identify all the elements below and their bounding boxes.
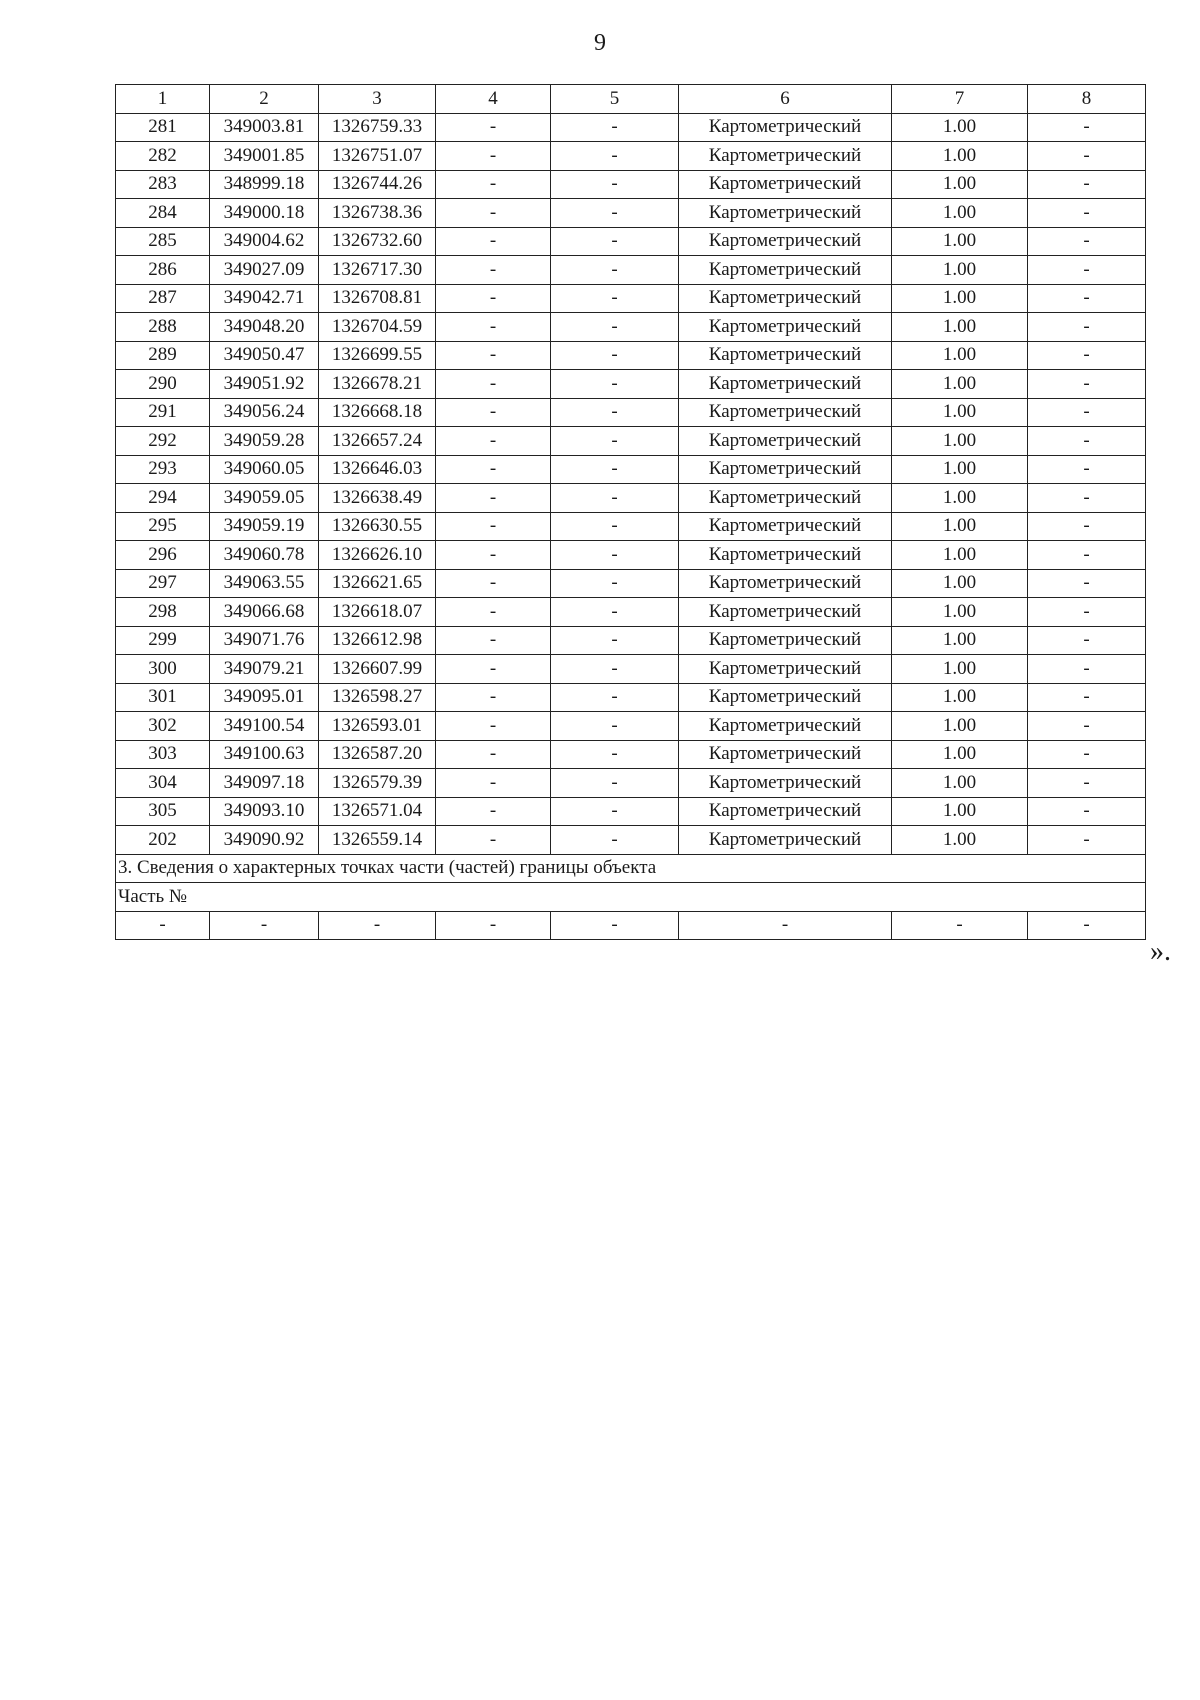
- table-cell-col-1: 301: [116, 683, 210, 712]
- table-cell-col-5: -: [551, 256, 679, 285]
- table-cell-col-8: -: [1028, 626, 1146, 655]
- table-cell-col-2: 349051.92: [210, 370, 319, 399]
- table-cell-col-3: 1326704.59: [319, 313, 436, 342]
- table-cell-col-5: -: [551, 455, 679, 484]
- table-cell-col-8: -: [1028, 341, 1146, 370]
- table-cell-col-6: Картометрический: [679, 797, 892, 826]
- table-cell-col-8: -: [1028, 398, 1146, 427]
- table-row: [116, 569, 1146, 598]
- table-cell-col-7: 1.00: [892, 142, 1028, 171]
- table-cell-col-7: 1.00: [892, 512, 1028, 541]
- table-cell-col-6: Картометрический: [679, 142, 892, 171]
- table-cell-col-3: 1326587.20: [319, 740, 436, 769]
- table-cell-col-3: 1326618.07: [319, 598, 436, 627]
- table-cell-col-7: 1.00: [892, 712, 1028, 741]
- table-cell-col-1: 290: [116, 370, 210, 399]
- table-cell-col-6: Картометрический: [679, 826, 892, 855]
- table-cell-col-4: -: [436, 313, 551, 342]
- table-cell-col-3: 1326626.10: [319, 541, 436, 570]
- table-cell-col-8: -: [1028, 484, 1146, 513]
- table-cell-col-2: 349100.54: [210, 712, 319, 741]
- table-cell-col-2: 349004.62: [210, 227, 319, 256]
- table-cell-col-8: -: [1028, 655, 1146, 684]
- table-cell-col-4: 4: [436, 85, 551, 114]
- table-cell-col-2: 349042.71: [210, 284, 319, 313]
- table-cell-col-8: -: [1028, 797, 1146, 826]
- table-cell-col-7: 1.00: [892, 284, 1028, 313]
- table-cell-col-5: -: [551, 398, 679, 427]
- table-cell-col-1: 293: [116, 455, 210, 484]
- table-cell-col-7: 1.00: [892, 170, 1028, 199]
- table-cell-col-7: 1.00: [892, 797, 1028, 826]
- table-cell-col-6: Картометрический: [679, 313, 892, 342]
- table-cell-col-5: -: [551, 569, 679, 598]
- table-cell-col-8: -: [1028, 142, 1146, 171]
- table-cell-col-5: -: [551, 512, 679, 541]
- table-cell-col-4: -: [436, 170, 551, 199]
- table-cell-col-1: 289: [116, 341, 210, 370]
- table-cell-col-3: 1326738.36: [319, 199, 436, 228]
- table-cell-col-2: 349059.19: [210, 512, 319, 541]
- table-cell-col-7: 1.00: [892, 113, 1028, 142]
- table-cell-col-4: -: [436, 455, 551, 484]
- table-row: [116, 455, 1146, 484]
- table-cell-col-1: 292: [116, 427, 210, 456]
- table-cell-col-1: 286: [116, 256, 210, 285]
- table-row: [116, 541, 1146, 570]
- table-cell-col-7: 1.00: [892, 341, 1028, 370]
- table-cell-col-6: Картометрический: [679, 427, 892, 456]
- table-row: [116, 598, 1146, 627]
- table-cell-col-5: -: [551, 227, 679, 256]
- table-cell-col-2: 349079.21: [210, 655, 319, 684]
- table-cell-col-2: 349000.18: [210, 199, 319, 228]
- table-cell-col-5: -: [551, 142, 679, 171]
- table-row: [116, 826, 1146, 855]
- table-cell-col-5: -: [551, 199, 679, 228]
- table-cell-col-4: -: [436, 113, 551, 142]
- table-cell-col-6: Картометрический: [679, 626, 892, 655]
- table-cell-col-8: -: [1028, 427, 1146, 456]
- table-cell-col-1: 202: [116, 826, 210, 855]
- table-cell-col-5: -: [551, 113, 679, 142]
- table-cell-col-7: 1.00: [892, 427, 1028, 456]
- table-cell-col-8: -: [1028, 512, 1146, 541]
- table-cell-col-8: 8: [1028, 85, 1146, 114]
- table-cell-col-4: -: [436, 227, 551, 256]
- table-cell-col-4: -: [436, 569, 551, 598]
- part-number-label: [116, 883, 1146, 912]
- table-cell-col-4: -: [436, 655, 551, 684]
- table-cell-col-2: 349097.18: [210, 769, 319, 798]
- table-cell-col-6: Картометрический: [679, 113, 892, 142]
- table-cell-col-3: -: [319, 911, 436, 940]
- table-cell-col-8: -: [1028, 256, 1146, 285]
- table-cell-col-7: 1.00: [892, 655, 1028, 684]
- table-cell-col-3: 1326607.99: [319, 655, 436, 684]
- table-cell-col-2: 349003.81: [210, 113, 319, 142]
- part-number-label-text: Часть №: [116, 883, 1146, 912]
- table-cell-col-8: -: [1028, 370, 1146, 399]
- table-cell-col-7: 1.00: [892, 313, 1028, 342]
- table-cell-col-6: 6: [679, 85, 892, 114]
- table-cell-col-7: 1.00: [892, 398, 1028, 427]
- table-cell-col-1: 299: [116, 626, 210, 655]
- table-cell-col-8: -: [1028, 455, 1146, 484]
- table-cell-col-3: 1326598.27: [319, 683, 436, 712]
- table-cell-col-1: 294: [116, 484, 210, 513]
- table-row: [116, 113, 1146, 142]
- table-cell-col-6: Картометрический: [679, 341, 892, 370]
- table-row: [116, 484, 1146, 513]
- table-row: [116, 313, 1146, 342]
- table-cell-col-5: -: [551, 911, 679, 940]
- table-cell-col-2: 349060.05: [210, 455, 319, 484]
- table-cell-col-7: 1.00: [892, 740, 1028, 769]
- table-cell-col-1: 302: [116, 712, 210, 741]
- table-cell-col-3: 1326646.03: [319, 455, 436, 484]
- table-cell-col-1: 285: [116, 227, 210, 256]
- table-cell-col-7: 1.00: [892, 569, 1028, 598]
- table-cell-col-2: 349090.92: [210, 826, 319, 855]
- section-3-title: [116, 854, 1146, 883]
- table-cell-col-2: 349063.55: [210, 569, 319, 598]
- table-cell-col-2: 349093.10: [210, 797, 319, 826]
- table-cell-col-8: -: [1028, 541, 1146, 570]
- table-cell-col-7: 1.00: [892, 598, 1028, 627]
- table-cell-col-1: 305: [116, 797, 210, 826]
- table-cell-col-3: 1326668.18: [319, 398, 436, 427]
- table-cell-col-3: 1326759.33: [319, 113, 436, 142]
- table-cell-col-4: -: [436, 626, 551, 655]
- table-cell-col-3: 1326630.55: [319, 512, 436, 541]
- table-cell-col-5: -: [551, 769, 679, 798]
- table-cell-col-2: 349048.20: [210, 313, 319, 342]
- table-cell-col-2: 349071.76: [210, 626, 319, 655]
- table-cell-col-8: -: [1028, 826, 1146, 855]
- table-cell-col-7: 1.00: [892, 227, 1028, 256]
- table-cell-col-6: Картометрический: [679, 284, 892, 313]
- table-cell-col-2: 348999.18: [210, 170, 319, 199]
- table-row: [116, 170, 1146, 199]
- table-cell-col-5: -: [551, 740, 679, 769]
- table-cell-col-8: -: [1028, 769, 1146, 798]
- table-cell-col-6: Картометрический: [679, 256, 892, 285]
- table-cell-col-3: 1326732.60: [319, 227, 436, 256]
- table-cell-col-1: 296: [116, 541, 210, 570]
- page-number: 9: [594, 30, 606, 56]
- table-cell-col-3: 1326657.24: [319, 427, 436, 456]
- table-cell-col-4: -: [436, 484, 551, 513]
- table-cell-col-8: -: [1028, 712, 1146, 741]
- table-row: [116, 227, 1146, 256]
- table-cell-col-4: -: [436, 911, 551, 940]
- table-cell-col-5: -: [551, 598, 679, 627]
- table-cell-col-4: -: [436, 598, 551, 627]
- table-cell-col-2: 349001.85: [210, 142, 319, 171]
- table-cell-col-1: 283: [116, 170, 210, 199]
- table-row: [116, 683, 1146, 712]
- table-cell-col-2: 2: [210, 85, 319, 114]
- table-cell-col-4: -: [436, 797, 551, 826]
- table-cell-col-8: -: [1028, 569, 1146, 598]
- table-cell-col-6: Картометрический: [679, 455, 892, 484]
- table-row: [116, 199, 1146, 228]
- table-cell-col-4: -: [436, 541, 551, 570]
- table-cell-col-1: 300: [116, 655, 210, 684]
- table-cell-col-8: -: [1028, 284, 1146, 313]
- table-row: [116, 398, 1146, 427]
- table-cell-col-5: -: [551, 655, 679, 684]
- table-row: [116, 797, 1146, 826]
- table-cell-col-5: -: [551, 683, 679, 712]
- table-cell-col-2: 349050.47: [210, 341, 319, 370]
- closing-quote-mark: ».: [1150, 936, 1171, 967]
- table-cell-col-2: 349066.68: [210, 598, 319, 627]
- table-cell-col-8: -: [1028, 170, 1146, 199]
- table-cell-col-4: -: [436, 740, 551, 769]
- table-cell-col-4: -: [436, 370, 551, 399]
- table-cell-col-4: -: [436, 142, 551, 171]
- table-cell-col-6: Картометрический: [679, 370, 892, 399]
- table-cell-col-6: -: [679, 911, 892, 940]
- table-cell-col-6: Картометрический: [679, 683, 892, 712]
- table-cell-col-3: 1326744.26: [319, 170, 436, 199]
- table-cell-col-5: -: [551, 712, 679, 741]
- table-cell-col-1: 281: [116, 113, 210, 142]
- table-row: [116, 712, 1146, 741]
- table-cell-col-8: -: [1028, 911, 1146, 940]
- table-cell-col-1: -: [116, 911, 210, 940]
- table-row: [116, 655, 1146, 684]
- table-row: [116, 142, 1146, 171]
- table-cell-col-5: -: [551, 541, 679, 570]
- table-cell-col-4: -: [436, 712, 551, 741]
- table-cell-col-8: -: [1028, 683, 1146, 712]
- table-cell-col-2: 349059.28: [210, 427, 319, 456]
- table-cell-col-3: 1326708.81: [319, 284, 436, 313]
- boundary-points-table: [115, 84, 1146, 940]
- table-cell-col-4: -: [436, 256, 551, 285]
- table-cell-col-2: 349059.05: [210, 484, 319, 513]
- table-cell-col-1: 287: [116, 284, 210, 313]
- table-cell-col-3: 1326638.49: [319, 484, 436, 513]
- table-cell-col-4: -: [436, 427, 551, 456]
- table-cell-col-1: 284: [116, 199, 210, 228]
- table-cell-col-2: 349056.24: [210, 398, 319, 427]
- table-cell-col-5: -: [551, 370, 679, 399]
- table-cell-col-3: 1326559.14: [319, 826, 436, 855]
- table-cell-col-3: 1326579.39: [319, 769, 436, 798]
- table-cell-col-5: -: [551, 170, 679, 199]
- table-cell-col-6: Картометрический: [679, 569, 892, 598]
- table-cell-col-1: 288: [116, 313, 210, 342]
- table-cell-col-5: 5: [551, 85, 679, 114]
- table-cell-col-8: -: [1028, 227, 1146, 256]
- table-cell-col-7: 1.00: [892, 626, 1028, 655]
- table-cell-col-6: Картометрический: [679, 769, 892, 798]
- table-cell-col-1: 295: [116, 512, 210, 541]
- table-cell-col-3: 1326751.07: [319, 142, 436, 171]
- table-cell-col-5: -: [551, 427, 679, 456]
- table-cell-col-6: Картометрический: [679, 655, 892, 684]
- table-cell-col-7: 1.00: [892, 455, 1028, 484]
- table-cell-col-8: -: [1028, 740, 1146, 769]
- table-cell-col-4: -: [436, 512, 551, 541]
- table-cell-col-3: 1326717.30: [319, 256, 436, 285]
- table-cell-col-3: 1326699.55: [319, 341, 436, 370]
- table-cell-col-2: 349095.01: [210, 683, 319, 712]
- table-cell-col-7: 1.00: [892, 541, 1028, 570]
- table-cell-col-7: 1.00: [892, 199, 1028, 228]
- table-cell-col-1: 298: [116, 598, 210, 627]
- table-row: [116, 427, 1146, 456]
- table-cell-col-3: 1326571.04: [319, 797, 436, 826]
- table-row: [116, 341, 1146, 370]
- table-cell-col-6: Картометрический: [679, 227, 892, 256]
- table-cell-col-6: Картометрический: [679, 170, 892, 199]
- table-cell-col-5: -: [551, 484, 679, 513]
- table-cell-col-7: 7: [892, 85, 1028, 114]
- table-row: [116, 284, 1146, 313]
- table-cell-col-6: Картометрический: [679, 598, 892, 627]
- table-cell-col-4: -: [436, 398, 551, 427]
- table-cell-col-6: Картометрический: [679, 199, 892, 228]
- table-cell-col-3: 1326621.65: [319, 569, 436, 598]
- table-row: [116, 256, 1146, 285]
- table-cell-col-6: Картометрический: [679, 541, 892, 570]
- table-header-row: [116, 85, 1146, 114]
- table-cell-col-3: 1326678.21: [319, 370, 436, 399]
- table-cell-col-1: 303: [116, 740, 210, 769]
- table-cell-col-8: -: [1028, 598, 1146, 627]
- table-cell-col-5: -: [551, 797, 679, 826]
- table-row: [116, 626, 1146, 655]
- table-cell-col-7: 1.00: [892, 826, 1028, 855]
- table-cell-col-1: 282: [116, 142, 210, 171]
- table-cell-col-7: -: [892, 911, 1028, 940]
- table-row: [116, 740, 1146, 769]
- table-cell-col-4: -: [436, 199, 551, 228]
- table-cell-col-8: -: [1028, 199, 1146, 228]
- table-cell-col-6: Картометрический: [679, 712, 892, 741]
- table-cell-col-3: 3: [319, 85, 436, 114]
- table-cell-col-8: -: [1028, 313, 1146, 342]
- table-cell-col-6: Картометрический: [679, 740, 892, 769]
- table-cell-col-1: 1: [116, 85, 210, 114]
- part-row: [116, 911, 1146, 940]
- table-cell-col-5: -: [551, 626, 679, 655]
- table-cell-col-5: -: [551, 826, 679, 855]
- table-cell-col-5: -: [551, 284, 679, 313]
- table-cell-col-3: 1326612.98: [319, 626, 436, 655]
- table-cell-col-2: 349100.63: [210, 740, 319, 769]
- table-cell-col-5: -: [551, 341, 679, 370]
- table-cell-col-5: -: [551, 313, 679, 342]
- table-cell-col-4: -: [436, 341, 551, 370]
- table-cell-col-2: 349060.78: [210, 541, 319, 570]
- table-cell-col-4: -: [436, 769, 551, 798]
- table-cell-col-7: 1.00: [892, 484, 1028, 513]
- table-cell-col-6: Картометрический: [679, 398, 892, 427]
- table-row: [116, 370, 1146, 399]
- table-cell-col-7: 1.00: [892, 370, 1028, 399]
- table-cell-col-7: 1.00: [892, 256, 1028, 285]
- table-cell-col-4: -: [436, 284, 551, 313]
- table-cell-col-1: 297: [116, 569, 210, 598]
- table-cell-col-2: -: [210, 911, 319, 940]
- table-cell-col-3: 1326593.01: [319, 712, 436, 741]
- table-cell-col-6: Картометрический: [679, 512, 892, 541]
- table-cell-col-8: -: [1028, 113, 1146, 142]
- table-row: [116, 769, 1146, 798]
- table-cell-col-4: -: [436, 826, 551, 855]
- table-row: [116, 512, 1146, 541]
- table-cell-col-2: 349027.09: [210, 256, 319, 285]
- table-cell-col-4: -: [436, 683, 551, 712]
- table-cell-col-7: 1.00: [892, 769, 1028, 798]
- table-cell-col-6: Картометрический: [679, 484, 892, 513]
- table-cell-col-1: 304: [116, 769, 210, 798]
- table-cell-col-7: 1.00: [892, 683, 1028, 712]
- table-cell-col-1: 291: [116, 398, 210, 427]
- section-3-title-text: 3. Сведения о характерных точках части (частей) границы объекта: [116, 854, 1146, 883]
